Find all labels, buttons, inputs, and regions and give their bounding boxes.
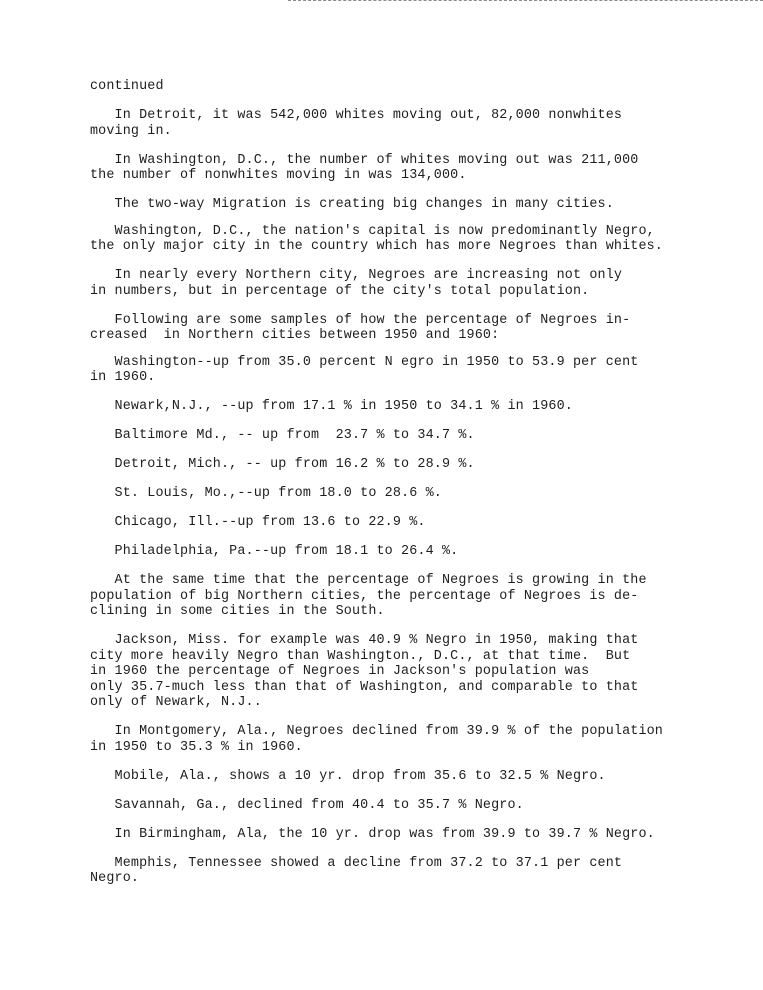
paragraph-samples-intro xyxy=(90,313,730,344)
paragraph-northern-cities xyxy=(90,268,730,299)
text-line: In nearly every Northern city, Negroes are increasing not only xyxy=(90,268,623,283)
typed-document-page xyxy=(90,79,730,887)
paragraph-baltimore xyxy=(90,428,730,444)
text-line: in 1960 the percentage of Negroes in Jackson's population was xyxy=(90,664,590,679)
text-line: Jackson, Miss. for example was 40.9 % Negro in 1950, making that xyxy=(90,633,639,648)
text-line: population of big Northern cities, the percentage of Negroes is de- xyxy=(90,588,639,604)
top-edge-dashed-line xyxy=(288,0,763,1)
paragraph-detroit-percentage xyxy=(90,457,730,473)
paragraph-washington-capital xyxy=(90,224,730,255)
paragraph-st-louis xyxy=(90,486,730,502)
text-line: Chicago, Ill.--up from 13.6 to 22.9 %. xyxy=(90,515,426,530)
text-line: In Montgomery, Ala., Negroes declined from 39.9 % of the population xyxy=(90,724,663,739)
paragraph-montgomery xyxy=(90,724,730,755)
text-line: clining in some cities in the South. xyxy=(90,604,385,619)
text-line: moving in. xyxy=(90,123,172,139)
text-line: In Washington, D.C., the number of whites moving out was 211,000 xyxy=(90,152,639,168)
paragraph-chicago xyxy=(90,515,730,531)
text-line: in 1950 to 35.3 % in 1960. xyxy=(90,739,303,755)
text-line: Detroit, Mich., -- up from 16.2 % to 28.9 %. xyxy=(90,457,475,472)
paragraph-savannah xyxy=(90,798,730,814)
paragraph-two-way-migration xyxy=(90,197,730,213)
text-line: Philadelphia, Pa.--up from 18.1 to 26.4 %. xyxy=(90,544,459,559)
paragraph-philadelphia xyxy=(90,544,730,560)
text-line: the number of nonwhites moving in was 134,000. xyxy=(90,168,467,183)
text-line: Mobile, Ala., shows a 10 yr. drop from 35.6 to 32.5 % Negro. xyxy=(90,768,606,784)
text-line: St. Louis, Mo.,--up from 18.0 to 28.6 %. xyxy=(90,486,442,501)
continued-heading: continued xyxy=(90,79,164,94)
text-line: Newark,N.J., --up from 17.1 % in 1950 to 34.1 % in 1960. xyxy=(90,399,573,414)
text-line: in numbers, but in percentage of the city's total population. xyxy=(90,283,590,299)
text-line: Washington--up from 35.0 percent N egro in 1950 to 53.9 per cent xyxy=(90,354,639,370)
paragraph-birmingham xyxy=(90,827,730,843)
text-line: the only major city in the country which has more Negroes than whites. xyxy=(90,239,663,254)
text-line: only 35.7-much less than that of Washington, and comparable to that xyxy=(90,679,639,695)
text-line: At the same time that the percentage of Negroes is growing in the xyxy=(90,573,647,588)
paragraph-detroit-migration xyxy=(90,108,730,139)
text-line: Memphis, Tennessee showed a decline from 37.2 to 37.1 per cent xyxy=(90,855,623,871)
text-line: only of Newark, N.J.. xyxy=(90,695,262,710)
paragraph-memphis xyxy=(90,856,730,887)
text-line: In Birmingham, Ala, the 10 yr. drop was from 39.9 to 39.7 % Negro. xyxy=(90,826,655,842)
paragraph-newark xyxy=(90,399,730,415)
text-line: Savannah, Ga., declined from 40.4 to 35.7 % Negro. xyxy=(90,797,524,813)
text-line: city more heavily Negro than Washington., D.C., at that time. But xyxy=(90,648,631,664)
paragraph-washington-percentage xyxy=(90,355,730,386)
text-line: Washington, D.C., the nation's capital is now predominantly Negro, xyxy=(90,223,655,239)
text-line: creased in Northern cities between 1950 and 1960: xyxy=(90,328,500,343)
text-line: In Detroit, it was 542,000 whites moving out, 82,000 nonwhites xyxy=(90,108,623,123)
text-line: Negro. xyxy=(90,871,140,886)
paragraph-jackson xyxy=(90,633,730,711)
paragraph-washington-migration xyxy=(90,153,730,184)
text-line: in 1960. xyxy=(90,370,156,385)
paragraph-southern-decline xyxy=(90,573,730,620)
text-line: Baltimore Md., -- up from 23.7 % to 34.7 %. xyxy=(90,428,475,443)
paragraph-mobile xyxy=(90,769,730,785)
text-line: Following are some samples of how the percentage of Negroes in- xyxy=(90,312,631,328)
text-line: The two-way Migration is creating big changes in many cities. xyxy=(90,197,614,212)
